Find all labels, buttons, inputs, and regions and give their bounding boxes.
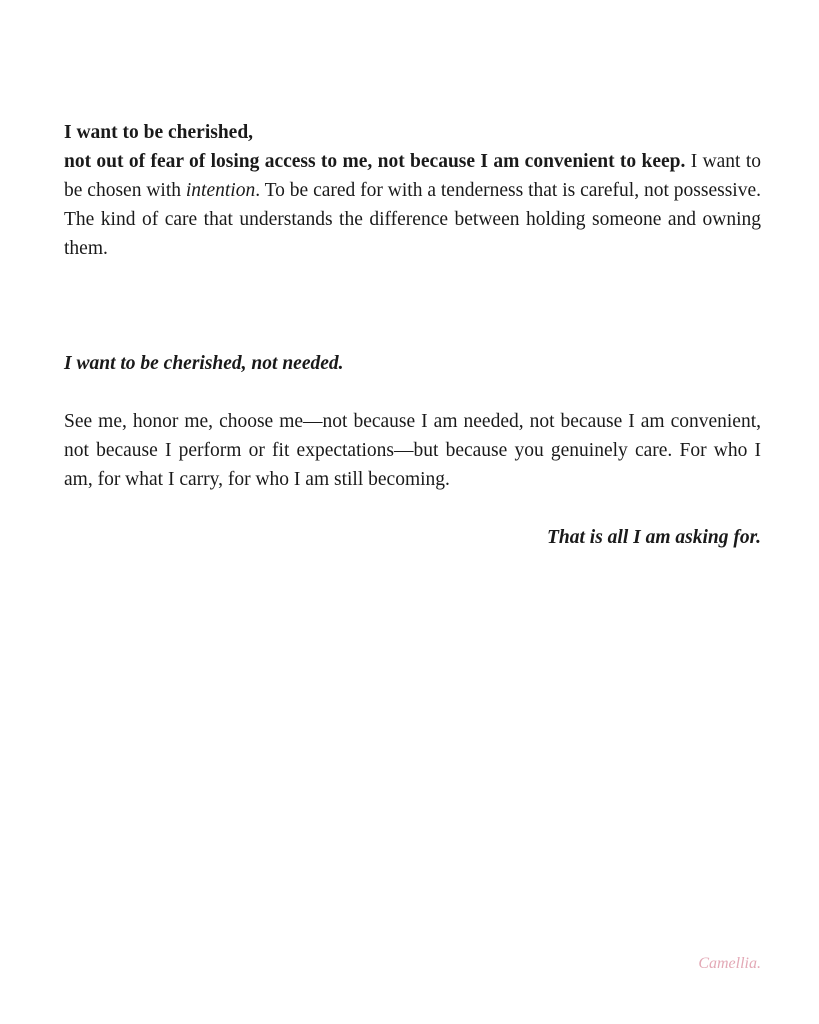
closing-line: That is all I am asking for. (546, 527, 761, 548)
signature: Camellia. (698, 955, 761, 972)
intro-bold-line: not out of fear of losing access to me, not because I am convenient to keep. (64, 151, 686, 172)
intro-first-line: I want to be cherished, (64, 122, 254, 143)
section-body-paragraph: See me, honor me, choose me—not because I am needed, not because I am convenient, not because I perform or fit expectations—but because you genuinely care. For who I am, for what I carry, for who I am still becoming. (64, 411, 761, 490)
intro-italic-word: intention (185, 180, 256, 201)
second-section (64, 349, 761, 552)
section-subheading: I want to be cherished, not needed. (64, 353, 344, 374)
intro-text-before-italic: I want to be chosen with (64, 151, 761, 201)
intro-text-after-italic: . To be cared for with a tenderness that is careful, not possessive. The kind of care that understands the difference between holding someone and owning them. (64, 180, 761, 259)
intro-paragraph (64, 118, 761, 263)
poem-page (64, 118, 761, 552)
